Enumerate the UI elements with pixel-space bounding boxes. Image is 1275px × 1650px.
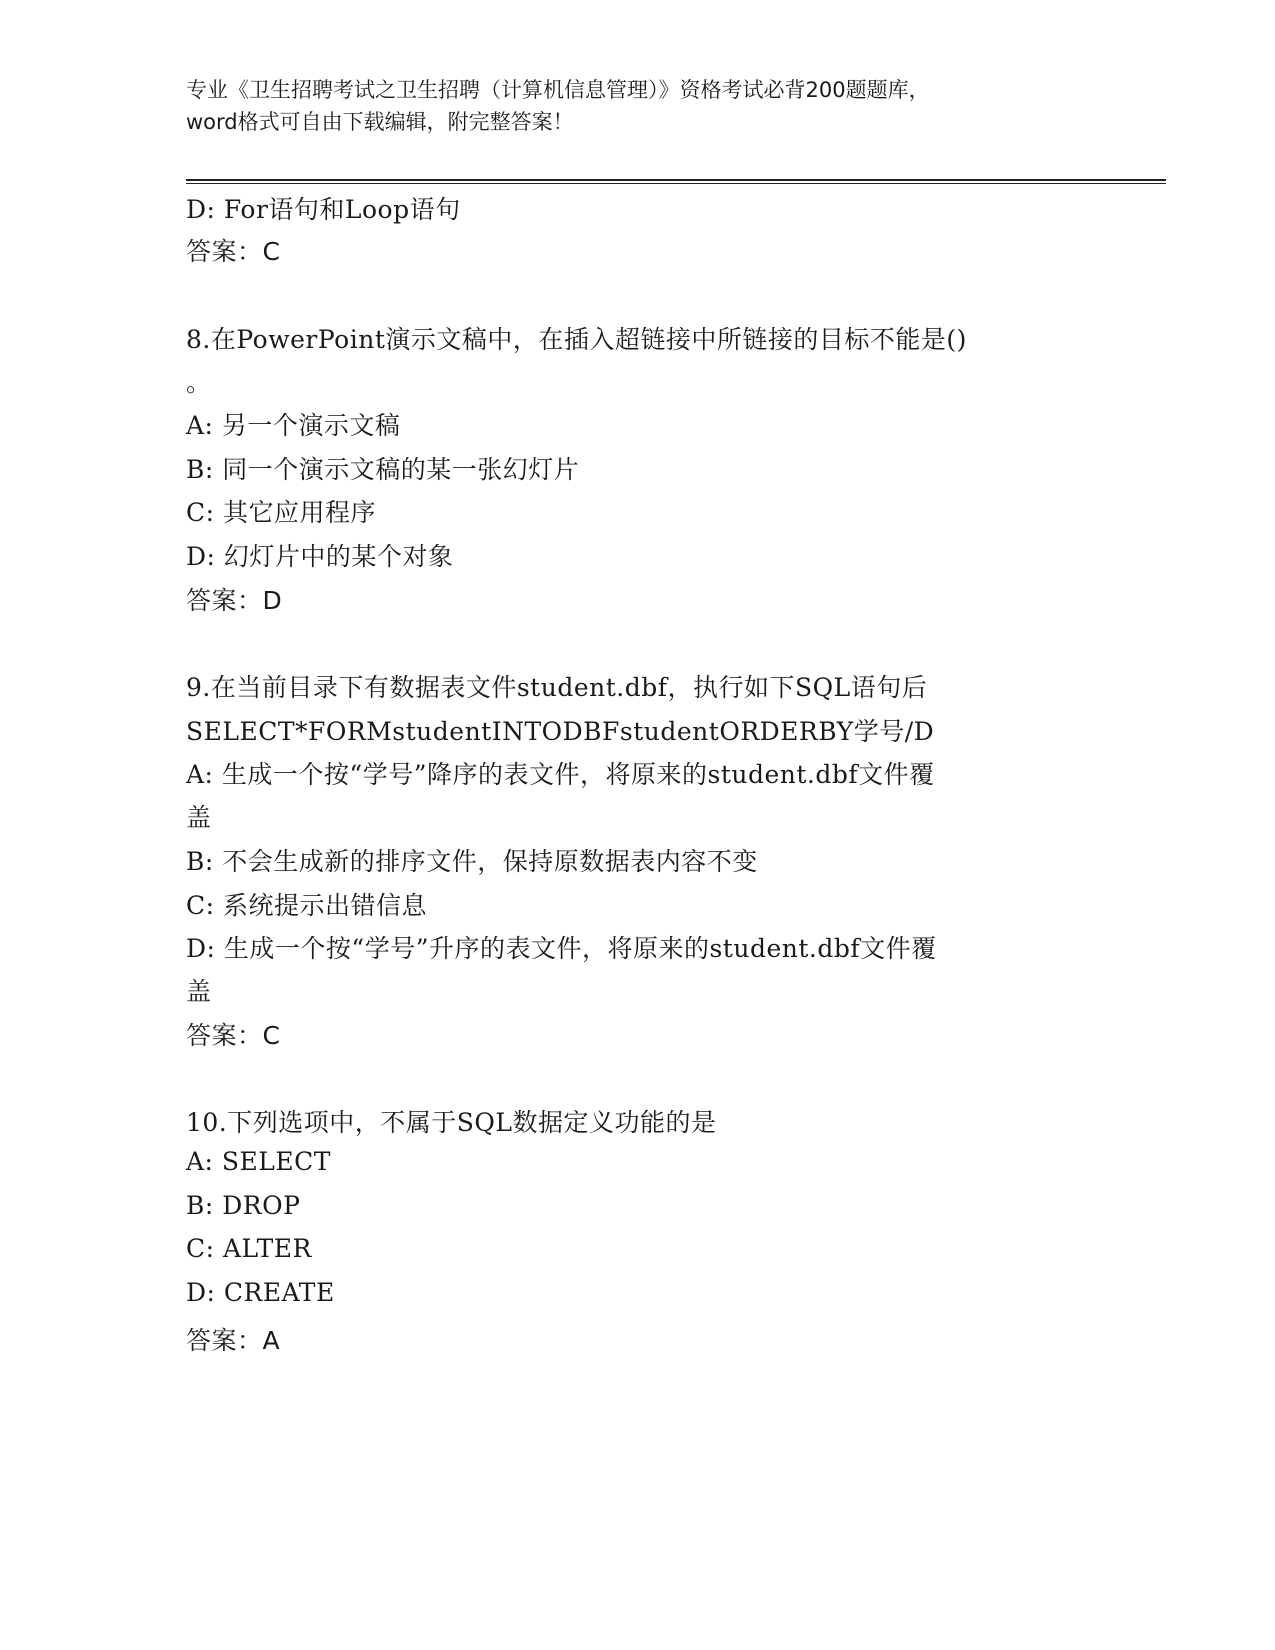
q8-option-d: D: 幻灯片中的某个对象 xyxy=(186,542,454,571)
header-divider-thick xyxy=(186,179,1166,181)
q8-answer: 答案：D xyxy=(186,586,283,615)
q9-option-d-line-1: D: 生成一个按“学号”升序的表文件，将原来的student.dbf文件覆 xyxy=(186,934,937,963)
q9-option-a-line-1: A: 生成一个按“学号”降序的表文件，将原来的student.dbf文件覆 xyxy=(186,760,935,789)
q10-option-b: B: DROP xyxy=(186,1191,301,1220)
header-line-2: word格式可自由下载编辑，附完整答案！ xyxy=(186,110,574,134)
q8-option-c: C: 其它应用程序 xyxy=(186,498,376,527)
q9-option-d-line-2: 盖 xyxy=(186,977,212,1006)
q9-option-b: B: 不会生成新的排序文件，保持原数据表内容不变 xyxy=(186,847,758,876)
q10-answer: 答案：A xyxy=(186,1326,281,1355)
q8-stem-line-2: 。 xyxy=(186,368,212,397)
q7-answer: 答案：C xyxy=(186,237,281,266)
q10-stem: 10.下列选项中，不属于SQL数据定义功能的是 xyxy=(186,1108,717,1137)
q9-stem-line-1: 9.在当前目录下有数据表文件student.dbf，执行如下SQL语句后 xyxy=(186,673,928,702)
header-line-1: 专业《卫生招聘考试之卫生招聘（计算机信息管理）》资格考试必背200题题库， xyxy=(186,78,930,102)
q9-option-a-line-2: 盖 xyxy=(186,803,212,832)
q10-option-d: D: CREATE xyxy=(186,1278,335,1307)
q8-option-b: B: 同一个演示文稿的某一张幻灯片 xyxy=(186,455,580,484)
q7-option-d: D: For语句和Loop语句 xyxy=(186,195,461,224)
q9-answer: 答案：C xyxy=(186,1021,281,1050)
q10-option-c: C: ALTER xyxy=(186,1234,312,1263)
q8-option-a: A: 另一个演示文稿 xyxy=(186,411,401,440)
q10-option-a: A: SELECT xyxy=(186,1147,331,1176)
document-header xyxy=(186,74,1086,138)
header-divider-thin xyxy=(186,183,1166,184)
q8-stem-line-1: 8.在PowerPoint演示文稿中，在插入超链接中所链接的目标不能是() xyxy=(186,325,967,354)
q9-option-c: C: 系统提示出错信息 xyxy=(186,891,427,920)
q9-stem-line-2: SELECT*FORMstudentINTODBFstudentORDERBY学号/D xyxy=(186,717,935,746)
